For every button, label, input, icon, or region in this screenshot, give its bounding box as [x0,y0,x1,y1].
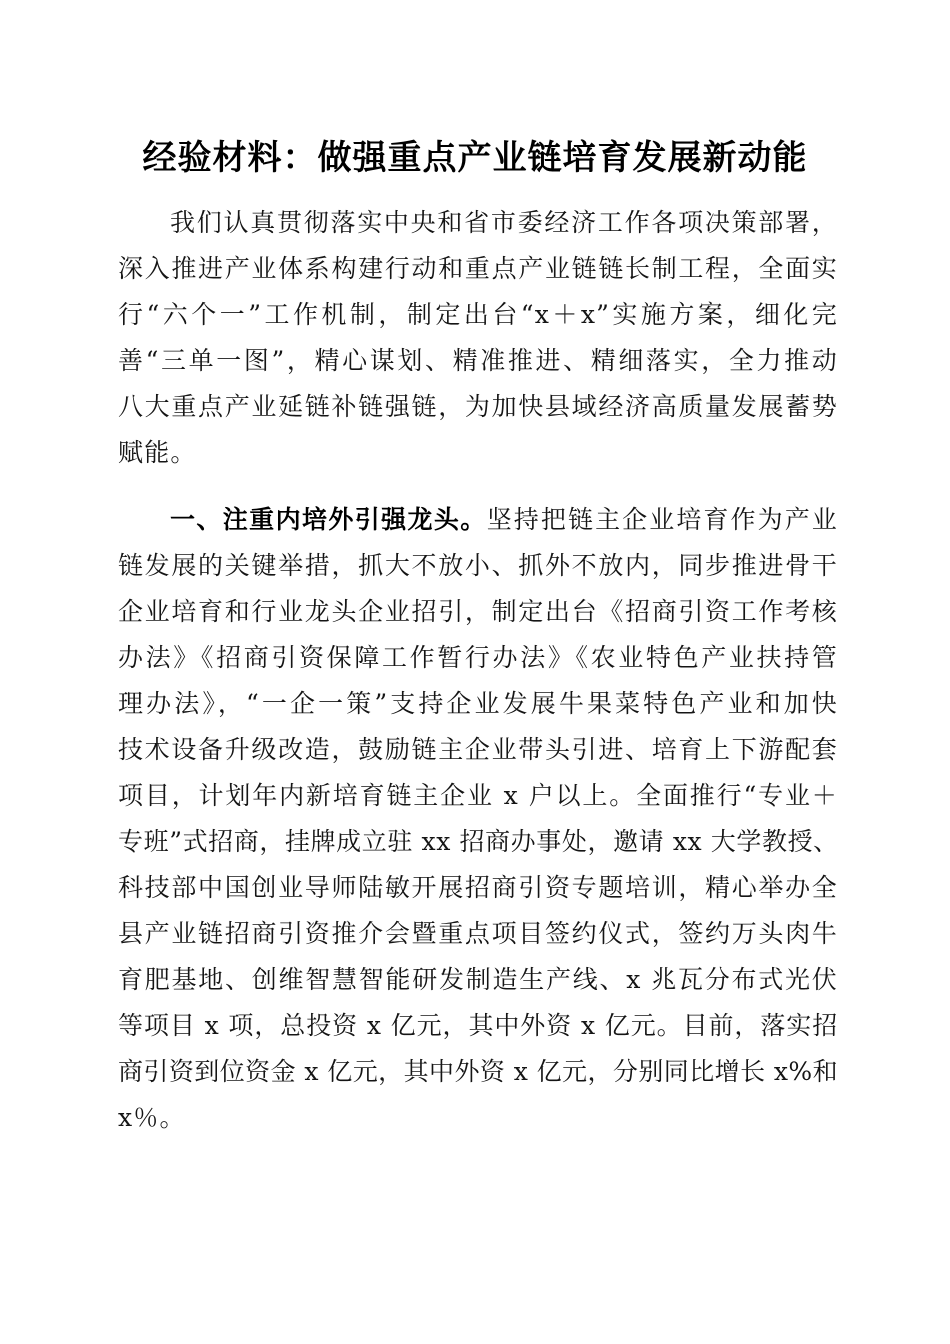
section1-line-4: 办法》《招商引资保障工作暂行办法》《农业特色产业扶持管 [118,643,838,672]
section1-line-6: 技术设备升级改造，鼓励链主企业带头引进、培育上下游配套 [118,735,838,764]
section1-line-7: 项目，计划年内新培育链主企业 x 户以上。全面推行“专业＋ [118,781,838,810]
section1-first-line-text: 坚持把链主企业培育作为产业 [486,505,838,534]
intro-line-6: 赋能。 [118,438,197,467]
intro-line-2: 深入推进产业体系构建行动和重点产业链链长制工程，全面实 [118,254,838,283]
section1-line-5: 理办法》，“一企一策”支持企业发展牛果菜特色产业和加快 [118,689,838,718]
section1-line-8: 专班”式招商，挂牌成立驻 xx 招商办事处，邀请 xx 大学教授、 [118,827,839,856]
section1-line-11: 育肥基地、创维智慧智能研发制造生产线、x 兆瓦分布式光伏 [118,965,838,994]
section1-heading: 一、注重内培外引强龙头。 [170,505,487,534]
intro-line-3: 行“六个一”工作机制，制定出台“x＋x”实施方案，细化完 [118,300,838,329]
intro-line-4: 善“三单一图”，精心谋划、精准推进、精细落实，全力推动 [118,346,838,375]
section1-first-line [118,497,838,543]
section1-line-3: 企业培育和行业龙头企业招引，制定出台《招商引资工作考核 [118,597,838,626]
section1-line-13: 商引资到位资金 x 亿元，其中外资 x 亿元，分别同比增长 x%和 [118,1057,838,1086]
section1-line-10: 县产业链招商引资推介会暨重点项目签约仪式，签约万头肉牛 [118,919,838,948]
section1-line-9: 科技部中国创业导师陆敏开展招商引资专题培训，精心举办全 [118,873,838,902]
section1-line-12: 等项目 x 项，总投资 x 亿元，其中外资 x 亿元。目前，落实招 [118,1011,838,1040]
section1-line-14: x％。 [118,1103,186,1132]
intro-line-5: 八大重点产业延链补链强链，为加快县域经济高质量发展蓄势 [118,392,838,421]
section1-line-2: 链发展的关键举措，抓大不放小、抓外不放内，同步推进骨干 [118,551,838,580]
document-title: 经验材料：做强重点产业链培育发展新动能 [142,138,808,178]
intro-line-1: 我们认真贯彻落实中央和省市委经济工作各项决策部署， [170,208,838,237]
